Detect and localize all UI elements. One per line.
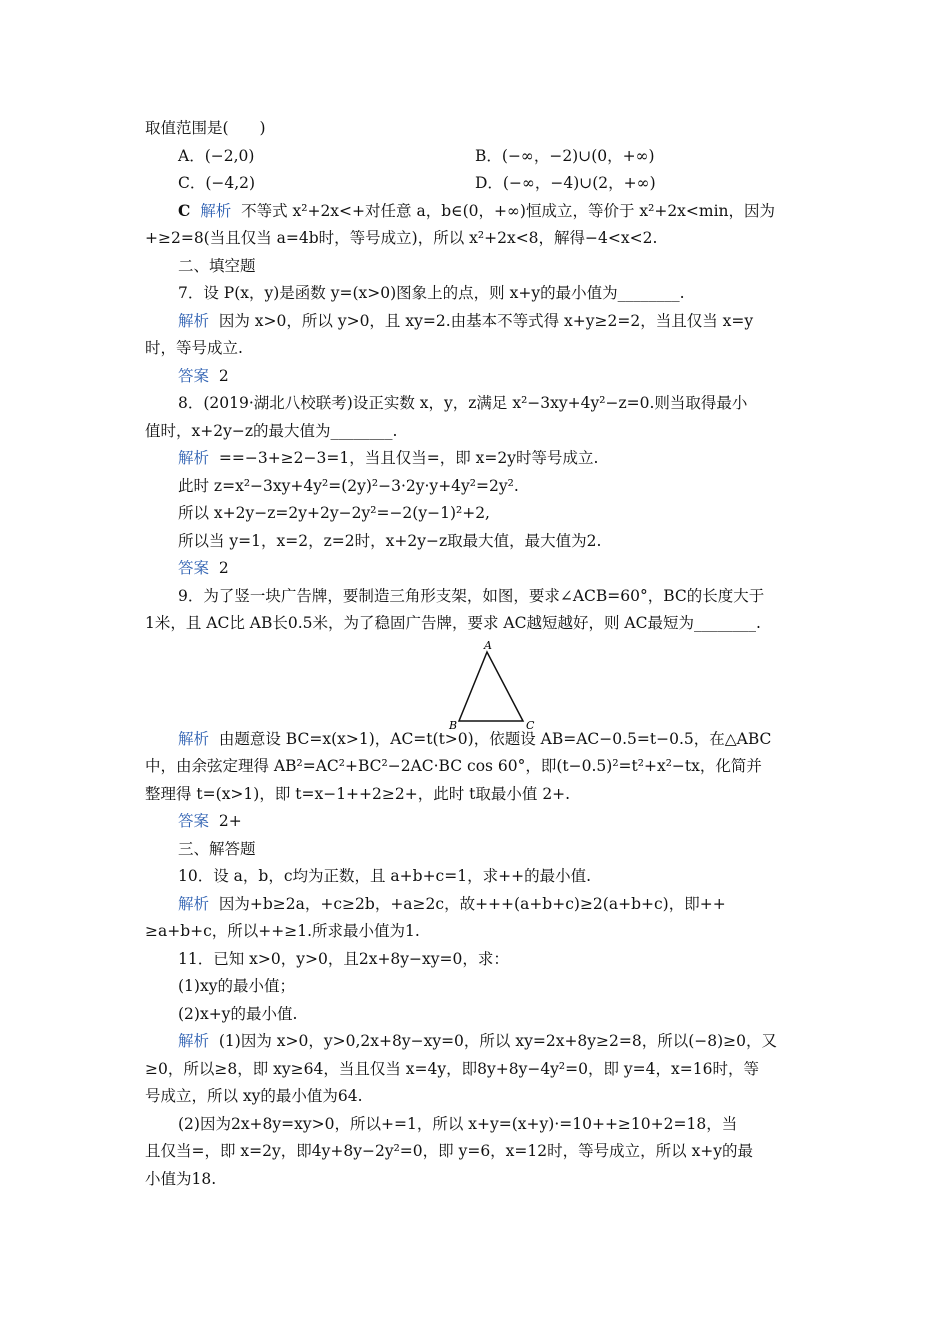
q11-solution-line-5: 且仅当=，即 x=2y，即4y+8y−2y²=0，即 y=6，x=12时，等号成立，所以 x+y的最 bbox=[145, 1142, 754, 1160]
q6-solution-line-2: +≥2=8(当且仅当 a=4b时，等号成立)，所以 x²+2x<8，解得−4<x<2. bbox=[145, 229, 658, 247]
q11-stem: 11．已知 x>0，y>0，且2x+8y−xy=0，求： bbox=[178, 949, 509, 968]
vertex-a-label: A bbox=[484, 640, 492, 652]
q11-solution-line-2: ≥0，所以≥8，即 xy≥64，当且仅当 x=4y，即8y+8y−4y²=0，即 y=4，x=16时，等 bbox=[145, 1059, 759, 1078]
q11-solution-line-1 bbox=[145, 1031, 810, 1059]
q8-stem-line-2: 值时，x+2y−z的最大值为________. bbox=[145, 421, 398, 440]
section-heading-fill-blank: 二、填空题 bbox=[178, 256, 256, 275]
q9-solution-line-3: 整理得 t=(x>1)，即 t=x−1++2≥2+，此时 t取最小值 2+. bbox=[145, 784, 571, 803]
q10-stem: 10．设 a，b，c均为正数，且 a+b+c=1，求++的最小值. bbox=[178, 867, 591, 885]
section-heading-solve: 三、解答题 bbox=[178, 839, 256, 858]
analysis-label: 解析 bbox=[178, 449, 210, 467]
option-b: B．(−∞，−2)∪(0，+∞) bbox=[475, 146, 655, 165]
q6-options-row-1 bbox=[145, 146, 810, 174]
q9-solution-text-1: 由题意设 BC=x(x>1)，AC=t(t>0)，依题设 AB=AC−0.5=t−0.5，在△ABC bbox=[218, 729, 772, 748]
q9-solution-line-2: 中，由余弦定理得 AB²=AC²+BC²−2AC·BC cos 60°，即(t−0.5)²=t²+x²−tx，化简并 bbox=[145, 757, 762, 775]
q9-stem-line-2: 1米，且 AC比 AB长0.5米，为了稳固广告牌，要求 AC越短越好，则 AC最短为________. bbox=[145, 614, 761, 632]
analysis-label: 解析 bbox=[178, 311, 210, 330]
q7-answer-value: 2 bbox=[218, 366, 229, 385]
q7-stem: 7．设 P(x，y)是函数 y=(x>0)图象上的点，则 x+y的最小值为________. bbox=[178, 284, 685, 302]
q11-part-2: (2)x+y的最小值. bbox=[178, 1004, 298, 1023]
q6-answer-letter: C bbox=[178, 200, 191, 220]
answer-label: 答案 bbox=[178, 812, 210, 830]
answer-label: 答案 bbox=[178, 366, 210, 385]
q7-solution-text: 因为 x>0，所以 y>0，且 xy=2.由基本不等式得 x+y≥2=2，当且仅当 x=y bbox=[218, 311, 754, 330]
triangle-figure bbox=[145, 641, 810, 729]
document-page bbox=[145, 118, 810, 1196]
q11-solution-text-1: (1)因为 x>0，y>0,2x+8y−xy=0，所以 xy=2x+8y≥2=8，所以(−8)≥0，又 bbox=[218, 1032, 778, 1050]
analysis-label: 解析 bbox=[178, 1032, 210, 1050]
q8-solution-line-2: 此时 z=x²−3xy+4y²=(2y)²−3·2y·y+4y²=2y². bbox=[178, 476, 519, 495]
option-c: C．(−4,2) bbox=[178, 174, 256, 192]
q10-solution-line-2: ≥a+b+c，所以++≥1.所求最小值为1. bbox=[145, 922, 420, 940]
triangle-diagram bbox=[445, 641, 545, 729]
q11-part-1: (1)xy的最小值； bbox=[178, 977, 295, 995]
q8-answer-value: 2 bbox=[218, 559, 229, 577]
q7-solution-line-2: 时，等号成立. bbox=[145, 339, 243, 357]
q9-answer-value: 2+ bbox=[218, 812, 242, 830]
q9-solution-line-1 bbox=[145, 729, 810, 757]
q11-solution-line-4: (2)因为2x+8y=xy>0，所以+=1，所以 x+y=(x+y)·=10++≥10+2=18，当 bbox=[178, 1114, 738, 1133]
q10-solution-line-1 bbox=[145, 894, 810, 922]
answer-label: 答案 bbox=[178, 559, 210, 577]
q7-solution-line-1 bbox=[145, 311, 810, 339]
q8-stem-line-1: 8．(2019·湖北八校联考)设正实数 x，y，z满足 x²−3xy+4y²−z=0.则当取得最小 bbox=[178, 394, 748, 412]
option-d: D．(−∞，−4)∪(2，+∞) bbox=[475, 174, 656, 192]
q7-answer bbox=[145, 366, 810, 394]
analysis-label: 解析 bbox=[178, 894, 210, 913]
q10-solution-text-1: 因为+b≥2a，+c≥2b，+a≥2c，故+++(a+b+c)≥2(a+b+c)，即++ bbox=[218, 894, 726, 913]
q8-solution-text-1: ==−3+≥2−3=1，当且仅当=，即 x=2y时等号成立. bbox=[218, 449, 599, 467]
q6-options-row-2 bbox=[145, 173, 810, 201]
q6-solution-text-1: 不等式 x²+2x<+对任意 a，b∈(0，+∞)恒成立，等价于 x²+2x<min，因为 bbox=[241, 201, 776, 220]
option-a: A．(−2,0) bbox=[178, 146, 255, 165]
analysis-label: 解析 bbox=[178, 729, 210, 748]
triangle-abc bbox=[459, 652, 523, 721]
q6-stem-end: 取值范围是( ) bbox=[145, 119, 266, 137]
vertex-c-label: C bbox=[526, 718, 535, 729]
q8-solution-line-1 bbox=[145, 448, 810, 476]
q8-solution-line-4: 所以当 y=1，x=2，z=2时，x+2y−z取最大值，最大值为2. bbox=[178, 531, 602, 550]
q11-solution-line-3: 号成立，所以 xy的最小值为64. bbox=[145, 1087, 363, 1105]
q9-stem-line-1: 9．为了竖一块广告牌，要制造三角形支架，如图，要求∠ACB=60°，BC的长度大于 bbox=[178, 586, 765, 605]
q8-answer bbox=[145, 558, 810, 586]
analysis-label: 解析 bbox=[200, 201, 232, 220]
q11-solution-line-6: 小值为18. bbox=[145, 1169, 217, 1188]
q6-solution-line-1 bbox=[145, 201, 810, 229]
vertex-b-label: B bbox=[449, 718, 458, 729]
q9-answer bbox=[145, 811, 810, 839]
q8-solution-line-3: 所以 x+2y−z=2y+2y−2y²=−2(y−1)²+2, bbox=[178, 504, 490, 522]
